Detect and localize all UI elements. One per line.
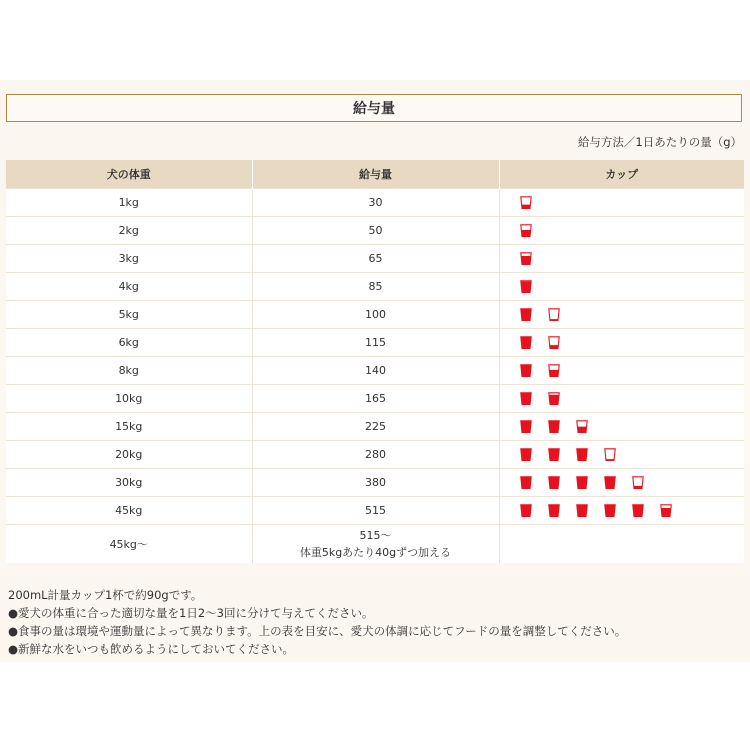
note-cup-measure: 200mL計量カップ1杯で約90gです。: [8, 588, 203, 602]
measuring-cup-icon: [548, 476, 560, 489]
note-split-meals: ●愛犬の体重に合った適切な量を1日2〜3回に分けて与えてください。: [8, 606, 374, 620]
table-row: [6, 245, 744, 273]
cup-fill: [549, 395, 559, 405]
cup-group: [500, 308, 745, 321]
notes: [8, 586, 626, 658]
cup-fill: [577, 427, 586, 433]
cup-group: [500, 196, 745, 209]
table-row: [6, 329, 744, 357]
table-row: [6, 189, 744, 217]
cup-fill: [521, 205, 530, 209]
cup-fill: [661, 508, 671, 516]
measuring-cup-icon: [576, 420, 588, 433]
cup-fill: [520, 281, 530, 292]
cell-amount: 280: [252, 441, 499, 469]
cell-cups: [499, 385, 744, 413]
cell-weight: 4kg: [6, 273, 252, 301]
header-weight: 犬の体重: [6, 160, 252, 189]
cell-cups: [499, 357, 744, 385]
cup-group: [500, 224, 745, 237]
cell-amount: 225: [252, 413, 499, 441]
feeding-unit-note: 給与方法／1日あたりの量（g）: [577, 135, 742, 149]
measuring-cup-icon: [632, 476, 644, 489]
cell-weight: 15kg: [6, 413, 252, 441]
measuring-cup-icon: [520, 504, 532, 517]
measuring-cup-icon: [548, 336, 560, 349]
cell-cups: [499, 469, 744, 497]
cup-group: [500, 448, 745, 461]
measuring-cup-icon: [632, 504, 644, 517]
cell-amount-line2: 体重5kgあたり40gずつ加える: [299, 546, 452, 559]
measuring-cup-icon: [660, 504, 672, 517]
measuring-cup-icon: [520, 252, 532, 265]
feeding-table: [6, 160, 744, 563]
cell-weight: 3kg: [6, 245, 252, 273]
cup-fill: [521, 230, 530, 236]
cell-amount: 85: [252, 273, 499, 301]
table-row: [6, 469, 744, 497]
measuring-cup-icon: [548, 504, 560, 517]
measuring-cup-icon: [576, 476, 588, 489]
section-title: 給与量: [6, 94, 742, 122]
cell-weight: 30kg: [6, 469, 252, 497]
table-row: [6, 441, 744, 469]
note-fresh-water: ●新鮮な水をいつも飲めるようにしておいてください。: [8, 642, 295, 656]
measuring-cup-icon: [520, 280, 532, 293]
measuring-cup-icon: [576, 504, 588, 517]
cell-weight: 20kg: [6, 441, 252, 469]
cup-group: [500, 392, 745, 405]
cell-cups: [499, 329, 744, 357]
measuring-cup-icon: [520, 476, 532, 489]
cell-amount: 380: [252, 469, 499, 497]
cell-cups: [499, 245, 744, 273]
cell-cups: [499, 413, 744, 441]
cell-cups: [499, 441, 744, 469]
cup-group: [500, 420, 745, 433]
table-row: [6, 301, 744, 329]
cell-amount: 30: [252, 189, 499, 217]
measuring-cup-icon: [520, 392, 532, 405]
cell-cups: [499, 525, 744, 564]
cup-outline: [604, 449, 614, 461]
table-header-row: [6, 160, 744, 189]
cell-amount-line1: 515〜: [359, 529, 392, 542]
cell-amount: 65: [252, 245, 499, 273]
cell-cups: [499, 301, 744, 329]
header-amount: 給与量: [252, 160, 499, 189]
table-row: [6, 385, 744, 413]
cup-fill: [521, 256, 531, 264]
cell-weight: 5kg: [6, 301, 252, 329]
cup-outline: [548, 309, 558, 321]
cell-amount: 165: [252, 385, 499, 413]
table-row: [6, 357, 744, 385]
cell-cups: [499, 273, 744, 301]
measuring-cup-icon: [548, 392, 560, 405]
cell-weight: 2kg: [6, 217, 252, 245]
cup-group: [500, 364, 745, 377]
table-row: [6, 217, 744, 245]
table-row: [6, 525, 744, 564]
measuring-cup-icon: [604, 504, 616, 517]
cup-group: [500, 476, 745, 489]
header-cups: カップ: [499, 160, 744, 189]
cell-weight: 45kg〜: [6, 525, 252, 564]
cell-amount: 115: [252, 329, 499, 357]
cell-amount: 100: [252, 301, 499, 329]
cell-weight: 8kg: [6, 357, 252, 385]
cell-cups: [499, 217, 744, 245]
cup-group: [500, 252, 745, 265]
cell-amount: 140: [252, 357, 499, 385]
measuring-cup-icon: [520, 448, 532, 461]
measuring-cup-icon: [520, 420, 532, 433]
measuring-cup-icon: [520, 196, 532, 209]
table-row: [6, 497, 744, 525]
cell-amount: 50: [252, 217, 499, 245]
cell-weight: 10kg: [6, 385, 252, 413]
measuring-cup-icon: [548, 308, 560, 321]
measuring-cup-icon: [604, 448, 616, 461]
measuring-cup-icon: [576, 448, 588, 461]
cell-cups: [499, 497, 744, 525]
cell-amount: 515: [252, 497, 499, 525]
measuring-cup-icon: [548, 448, 560, 461]
measuring-cup-icon: [520, 308, 532, 321]
cup-group: [500, 504, 745, 517]
cell-weight: 6kg: [6, 329, 252, 357]
measuring-cup-icon: [604, 476, 616, 489]
cell-weight: 45kg: [6, 497, 252, 525]
cell-cups: [499, 189, 744, 217]
cell-weight: 1kg: [6, 189, 252, 217]
measuring-cup-icon: [520, 336, 532, 349]
table-row: [6, 273, 744, 301]
cup-group: [500, 336, 745, 349]
measuring-cup-icon: [548, 420, 560, 433]
cup-group: [500, 280, 745, 293]
measuring-cup-icon: [520, 364, 532, 377]
measuring-cup-icon: [548, 364, 560, 377]
measuring-cup-icon: [520, 224, 532, 237]
cup-fill: [549, 370, 558, 376]
table-row: [6, 413, 744, 441]
note-adjust-amount: ●食事の量は環境や運動量によって異なります。上の表を目安に、愛犬の体調に応じてフードの量を調整してください。: [8, 624, 627, 638]
cell-amount: [252, 525, 499, 564]
